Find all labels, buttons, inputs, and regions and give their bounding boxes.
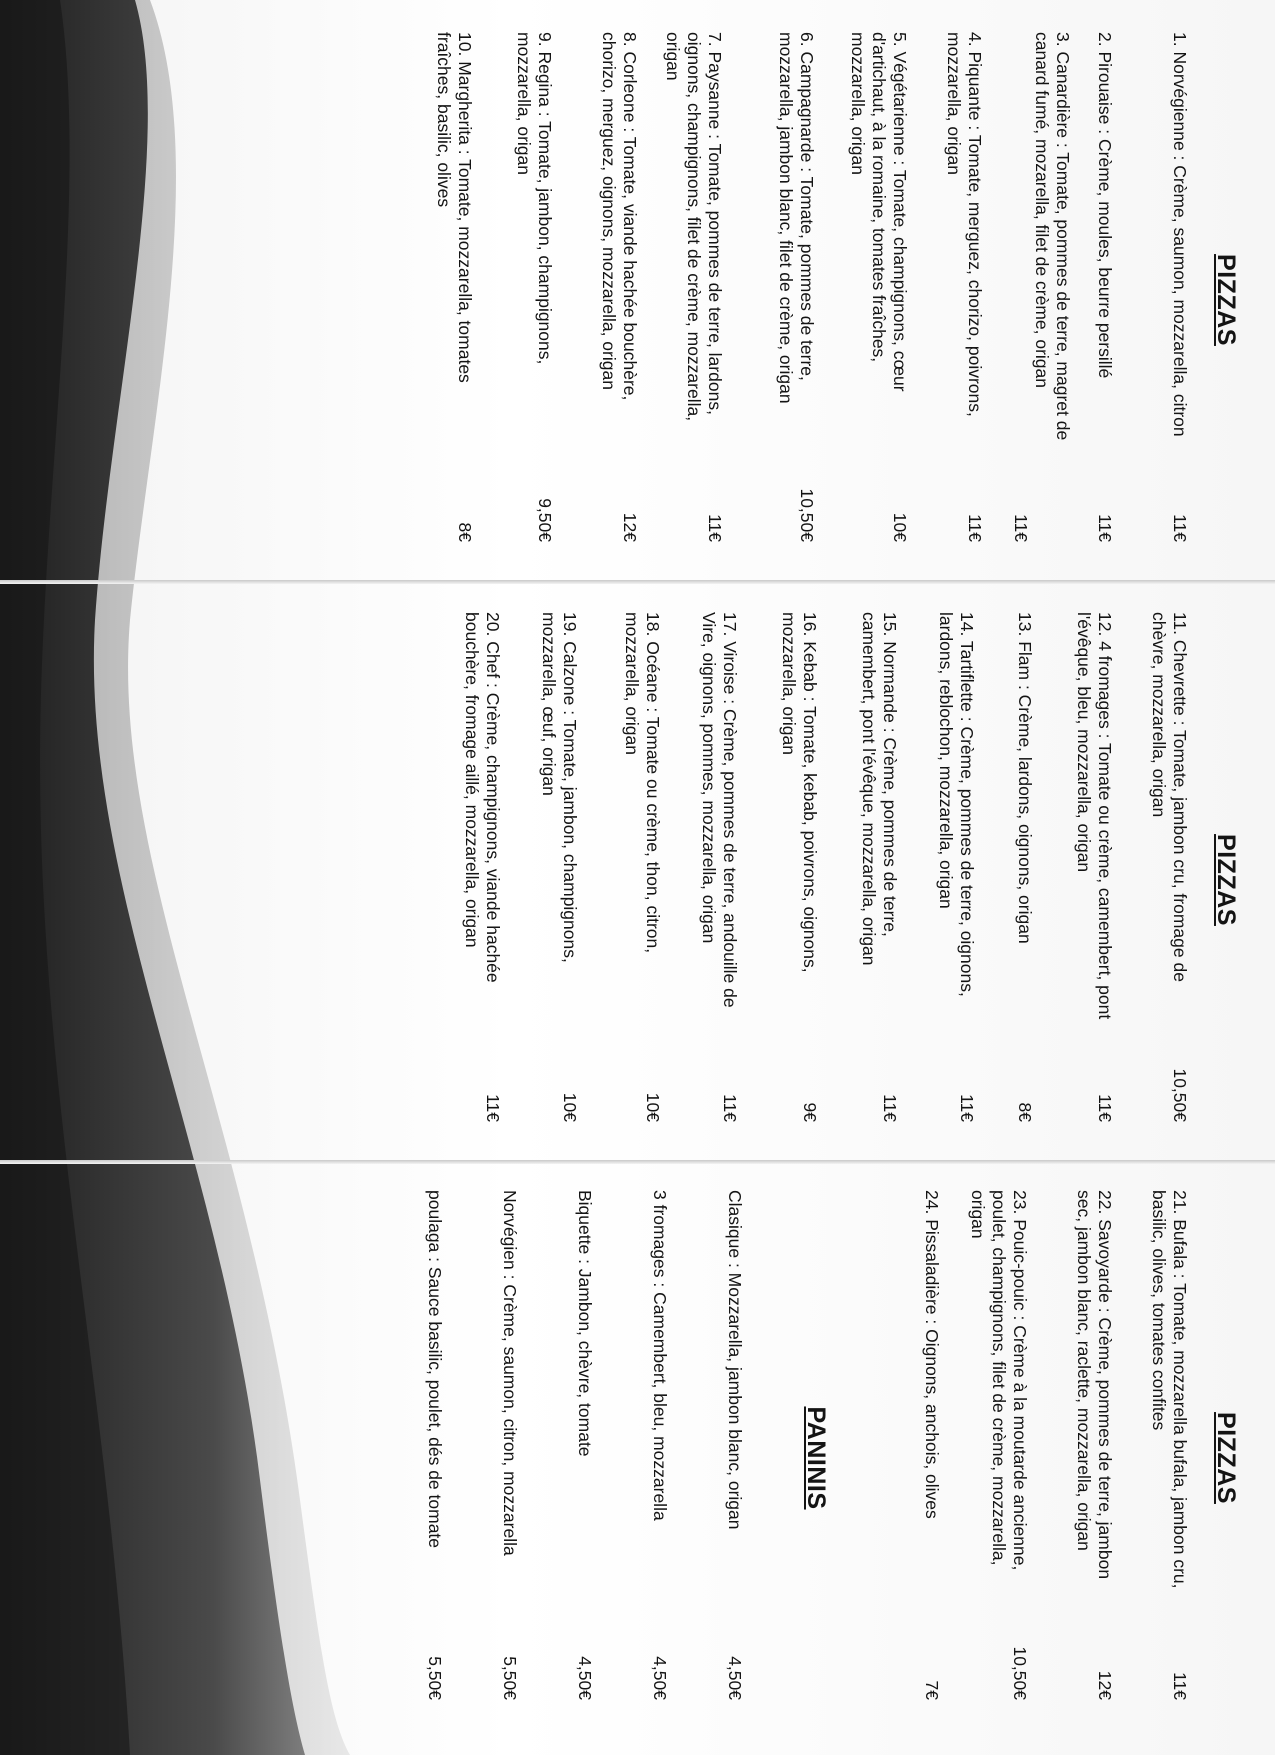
menu-item: 10. Margherita : Tomate, mozzarella, tomates fraîches, basilic, olives 8€ — [434, 32, 475, 542]
menu-item: 23. Pouic-pouic : Crème à la moutarde ancienne, poulet, champignons, filet de crème, mozzarella, origan 10,50€ — [968, 1190, 1030, 1700]
pizza-panel-1 — [0, 20, 1275, 580]
menu-item: 11. Chevrette : Tomate, jambon cru, fromage de chèvre, mozzarella, origan 10,50€ — [1149, 612, 1190, 1122]
menu-item: 20. Chef : Crème, champignons, viande hachée bouchère, fromage aillé, mozzarella, origan 11€ — [462, 612, 503, 1122]
menu-item: 6. Campagnarde : Tomate, pommes de terre, mozzarella, jambon blanc, filet de crème, origan 10,50€ — [776, 32, 817, 542]
menu-item: 15. Normande : Crème, pommes de terre, camembert, pont l'évêque, mozzarella, origan 11€ — [859, 612, 900, 1122]
menu-item: 13. Flam : Crème, lardons, oignons, origan 8€ — [1015, 612, 1035, 1122]
panini-item: Biquette : Jambon, chèvre, tomate 4,50€ — [575, 1190, 595, 1700]
menu-item: 18. Océane : Tomate ou crème, thon, citron, mozzarella, origan 10€ — [622, 612, 663, 1122]
menu-item: 17. Viroise : Crème, pommes de terre, andouille de Vire, oignons, pommes, mozzarella, origan 11€ — [699, 612, 740, 1122]
pizzas-heading: PIZZAS — [1212, 254, 1240, 346]
menu-item: 9. Regina : Tomate, jambon, champignons, mozzarella, origan 9,50€ — [514, 32, 555, 542]
pizzas-heading: PIZZAS — [1212, 834, 1240, 926]
menu-item: 8. Corleone : Tomate, viande hachée bouchère, chorizo, merguez, oignons, mozzarella, origan 12€ — [599, 32, 640, 542]
menu-item: 14. Tartiflette : Crème, pommes de terre, oignons, lardons, reblochon, mozzarella, origan 11€ — [936, 612, 977, 1122]
menu-item: 4. Piquante : Tomate, merguez, chorizo, poivrons, mozzarella, origan 11€ — [944, 32, 985, 542]
menu-item: 1. Norvégienne : Crème, saumon, mozzarella, citron 11€ — [1170, 32, 1190, 542]
panini-item: 3 fromages : Camembert, bleu, mozzarella 4,50€ — [650, 1190, 670, 1700]
menu-item: 3. Canardière : Tomate, pommes de terre, magret de canard fumé, mozarella, filet de crème, origan 11€ — [1011, 32, 1073, 542]
menu-item: 19. Calzone : Tomate, jambon, champignons, mozzarella, œuf, origan 10€ — [539, 612, 580, 1122]
menu-item: 21. Bufala : Tomate, mozzarella bufala, jambon cru, basilic, olives, tomates confites 11€ — [1149, 1190, 1190, 1700]
pizza-panini-panel — [0, 1178, 1275, 1738]
panini-item: Clasique : Mozzarella, jambon blanc, origan 4,50€ — [725, 1190, 745, 1700]
menu-item: 16. Kebab : Tomate, kebab, poivrons, oignons, mozzarella, origan 9€ — [779, 612, 820, 1122]
pizzas-heading: PIZZAS — [1212, 1412, 1240, 1504]
panini-item: Norvégien : Crème, saumon, citron, mozzarella 5,50€ — [500, 1190, 520, 1700]
paninis-heading: PANINIS — [802, 1406, 830, 1510]
menu-item: 7. Paysanne : Tomate, pommes de terre, lardons, oignons, champignons, filet de crème, mozzarella, origan 11€ — [663, 32, 725, 542]
menu-item: 12. 4 fromages : Tomate ou crème, camembert, pont l'évêque, bleu, mozzarella, origan 11€ — [1074, 612, 1115, 1122]
menu-item: 22. Savoyarde : Crème, pommes de terre, jambon sec, jambon blanc, raclette, mozzarella, origan 12€ — [1074, 1190, 1115, 1700]
panini-item: poulaga : Sauce basilic, poulet, dés de tomate 5,50€ — [425, 1190, 445, 1700]
menu-item: 24. Pissaladière : Oignons, anchois, olives 7€ — [922, 1190, 942, 1700]
menu-item: 5. Végétarienne : Tomate, champignons, cœur d'artichaut, à la romaine, tomates fraîches, mozzarella, origan 10€ — [848, 32, 910, 542]
menu-item: 2. Pirouaise : Crème, moules, beurre persillé 11€ — [1095, 32, 1115, 542]
pizza-panel-2 — [0, 600, 1275, 1160]
